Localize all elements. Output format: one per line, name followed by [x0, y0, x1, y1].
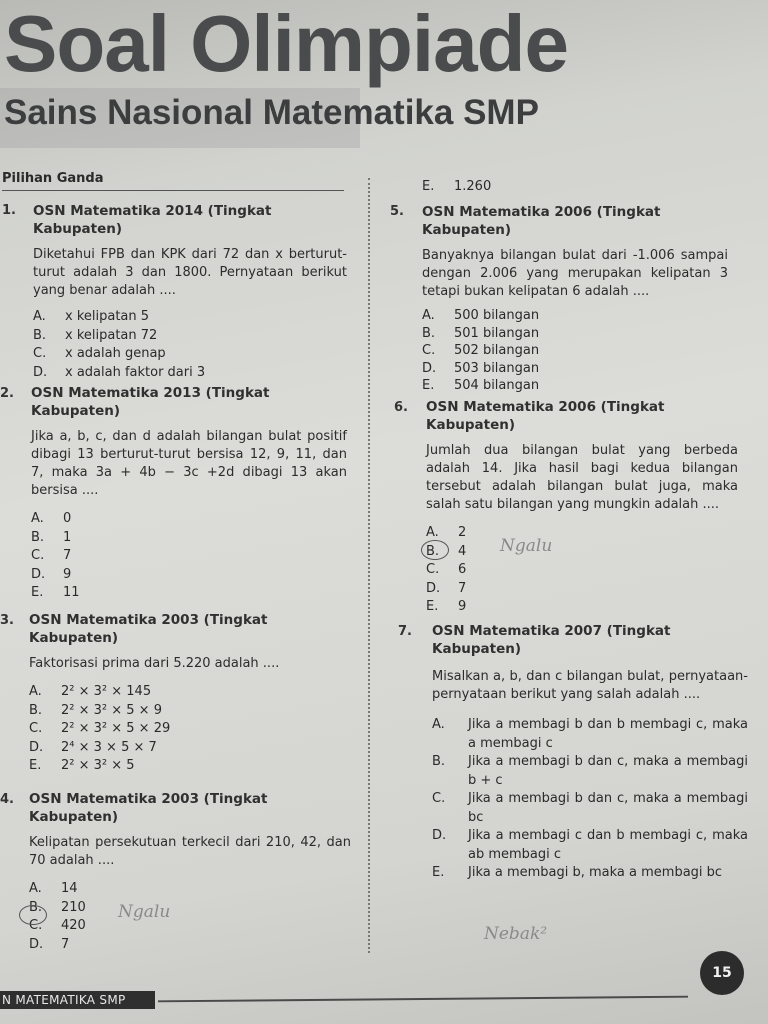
handwritten-note: Ngalu — [118, 902, 171, 922]
option-e[interactable]: E. 504 bilangan — [422, 378, 540, 393]
page-subtitle: Sains Nasional Matematika SMP — [4, 93, 539, 132]
question-number: 3. — [0, 613, 14, 628]
option-c[interactable]: C. x adalah genap — [33, 346, 166, 361]
option-a[interactable]: A. 14 — [29, 881, 78, 896]
question-6 — [426, 398, 738, 617]
question-title: OSN Matematika 2003 (Tingkat Kabupaten) — [29, 791, 268, 825]
options — [33, 308, 347, 382]
options — [422, 307, 728, 395]
option-b[interactable]: B. x kelipatan 72 — [33, 327, 158, 343]
question-text: Diketahui FPB dan KPK dari 72 dan x berturut-turut adalah 3 dan 1800. Pernyataan berikut yang benar adalah .... — [33, 247, 347, 298]
question-number: 1. — [2, 203, 16, 218]
option-e[interactable]: E. 11 — [31, 585, 80, 600]
question-title: OSN Matematika 2013 (Tingkat Kabupaten) — [31, 385, 270, 419]
option-b[interactable]: B. 501 bilangan — [422, 325, 540, 341]
answer-circle-mark — [19, 905, 47, 925]
option-c[interactable]: C. 502 bilangan — [422, 343, 540, 358]
option-d[interactable]: D. Jika a membagi c dan b membagi c, maka ab membagi c — [432, 828, 748, 862]
option-d[interactable]: D. 9 — [31, 566, 72, 582]
option-e[interactable]: E. Jika a membagi b, maka a membagi bc — [432, 865, 723, 880]
option-c[interactable]: C. 7 — [31, 548, 72, 563]
options — [426, 524, 738, 617]
option-a[interactable]: A. x kelipatan 5 — [33, 309, 150, 324]
question-title: OSN Matematika 2014 (Tingkat Kabupaten) — [33, 203, 272, 237]
handwritten-note: Ngalu — [500, 536, 553, 556]
option-e[interactable]: E. 2² × 3² × 5 — [29, 758, 135, 773]
options — [432, 716, 748, 883]
question-number: 2. — [0, 386, 14, 401]
question-number: 4. — [0, 792, 14, 807]
option-c[interactable]: C. Jika a membagi b dan c, maka a membagi bc — [432, 791, 748, 825]
page-number-badge: 15 — [700, 951, 744, 995]
question-text: Jumlah dua bilangan bulat yang berbeda adalah 14. Jika hasil bagi kedua bilangan tersebut adalah bilangan bulat juga, maka salah satu bilangan yang mungkin adalah .... — [426, 443, 738, 512]
question-7 — [432, 622, 748, 883]
option-a[interactable]: A. 2² × 3² × 145 — [29, 684, 152, 699]
question-3 — [29, 611, 345, 776]
option-b[interactable]: B. 2² × 3² × 5 × 9 — [29, 702, 162, 718]
question-1 — [33, 202, 347, 382]
question-text: Misalkan a, b, dan c bilangan bulat, pernyataan-pernyataan berikut yang salah adalah .... — [432, 669, 748, 702]
question-4 — [29, 790, 351, 954]
page-title: Soal Olimpiade — [4, 0, 568, 88]
option-b[interactable]: B. 1 — [31, 529, 72, 545]
option-d[interactable]: D. 7 — [29, 936, 70, 952]
option-c[interactable]: C. 420 — [29, 918, 86, 933]
option-a[interactable]: A. Jika a membagi b dan b membagi c, maka a membagi c — [432, 717, 748, 751]
section-divider — [2, 190, 344, 191]
options — [29, 880, 351, 954]
answer-circle-mark — [421, 540, 449, 560]
column-divider — [368, 178, 370, 953]
option-d[interactable]: D. 503 bilangan — [422, 360, 540, 376]
question-title: OSN Matematika 2006 (Tingkat Kabupaten) — [422, 204, 661, 238]
options — [31, 510, 347, 603]
footer-text: N MATEMATIKA SMP — [2, 993, 126, 1007]
question-text: Faktorisasi prima dari 5.220 adalah .... — [29, 656, 280, 671]
footer-rule — [158, 996, 688, 1003]
question-5 — [422, 203, 728, 395]
option-b[interactable]: B. 210 — [29, 899, 86, 915]
option-a[interactable]: A. 0 — [31, 511, 72, 526]
option-d[interactable]: D. x adalah faktor dari 3 — [33, 364, 206, 380]
option-d[interactable]: D. 2⁴ × 3 × 5 × 7 — [29, 739, 157, 755]
question-title: OSN Matematika 2007 (Tingkat Kabupaten) — [432, 623, 671, 657]
previous-option-e[interactable]: E. 1.260 — [422, 179, 492, 194]
handwritten-note: Nebak² — [484, 924, 548, 944]
question-text: Kelipatan persekutuan terkecil dari 210, 42, dan 70 adalah .... — [29, 835, 351, 868]
question-number: 6. — [394, 400, 408, 415]
option-c[interactable]: C. 6 — [426, 562, 467, 577]
question-2 — [31, 384, 347, 603]
option-c[interactable]: C. 2² × 3² × 5 × 29 — [29, 721, 171, 736]
question-title: OSN Matematika 2006 (Tingkat Kabupaten) — [426, 399, 665, 433]
question-text: Jika a, b, c, dan d adalah bilangan bulat positif dibagi 13 berturut-turut bersisa 12, 9, 11, dan 7, maka 3a + 4b − 3c +2d dibagi 13 akan bersisa .... — [31, 429, 347, 498]
option-d[interactable]: D. 7 — [426, 580, 467, 596]
question-number: 5. — [390, 204, 404, 219]
question-text: Banyaknya bilangan bulat dari -1.006 sampai dengan 2.006 yang merupakan kelipatan 3 tetapi bukan kelipatan 6 adalah .... — [422, 248, 728, 299]
option-e[interactable]: E. 9 — [426, 599, 467, 614]
question-number: 7. — [398, 624, 412, 639]
option-b[interactable]: B. 4 — [426, 543, 467, 559]
banner — [0, 0, 768, 150]
option-a[interactable]: A. 2 — [426, 525, 467, 540]
section-title: Pilihan Ganda — [2, 171, 104, 186]
option-a[interactable]: A. 500 bilangan — [422, 308, 540, 323]
option-b[interactable]: B. Jika a membagi b dan c, maka a membagi b + c — [432, 754, 748, 788]
options — [29, 683, 345, 776]
question-title: OSN Matematika 2003 (Tingkat Kabupaten) — [29, 612, 268, 646]
